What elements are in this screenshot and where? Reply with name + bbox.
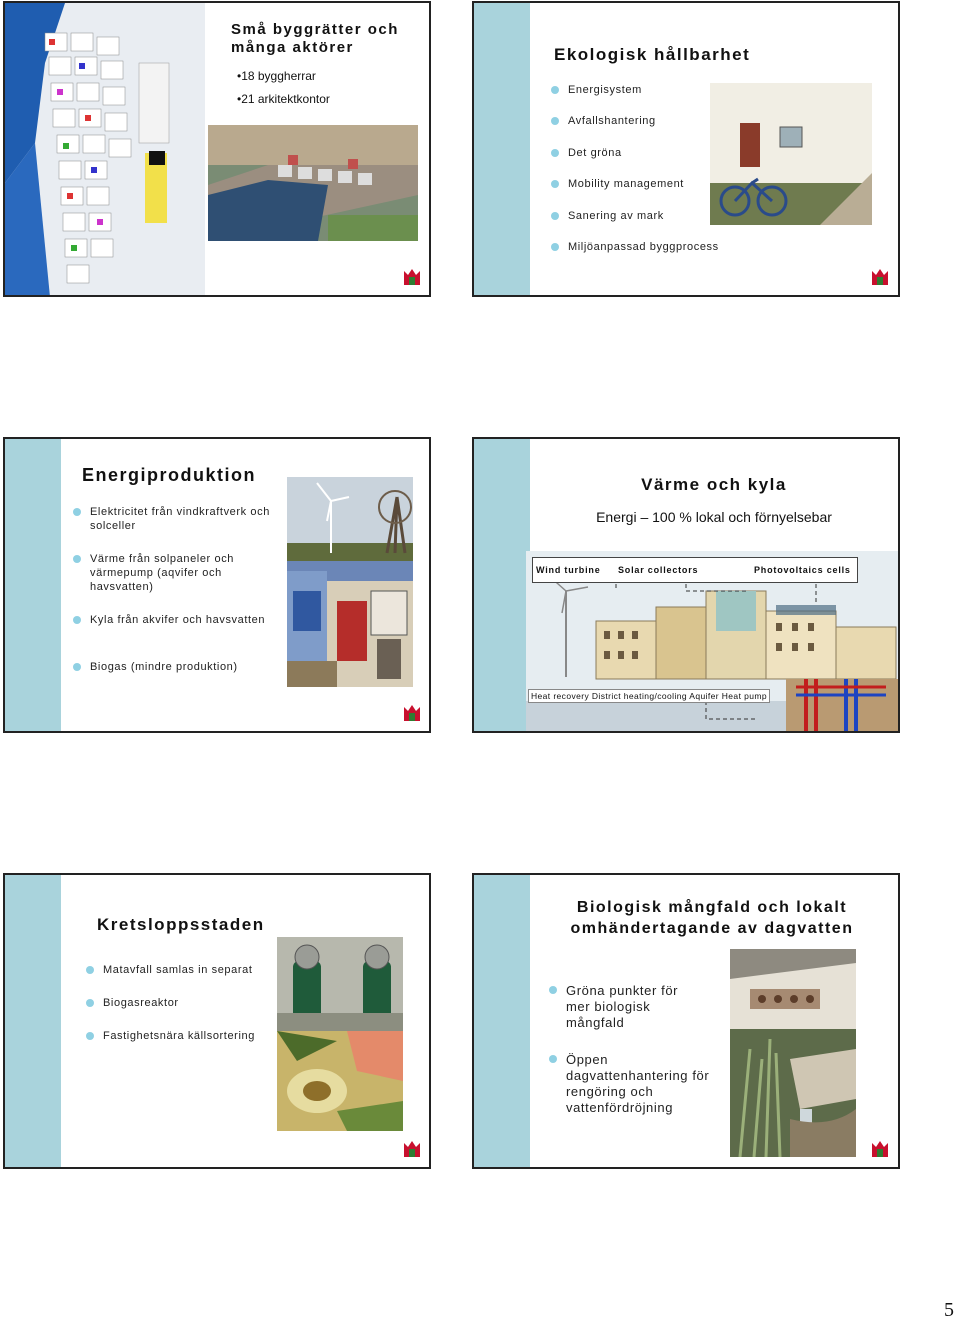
bullet-sanering: Sanering av mark bbox=[568, 210, 664, 222]
label-solar-collectors: Solar collectors bbox=[618, 565, 699, 575]
malmo-logo-icon bbox=[868, 1137, 892, 1161]
bullet-byggprocess: Miljöanpassad byggprocess bbox=[568, 241, 719, 253]
malmo-logo-icon bbox=[400, 1137, 424, 1161]
bullet-kallsortering: Fastighetsnära källsortering bbox=[103, 1030, 255, 1042]
bullet-arkitektkontor: •21 arkitektkontor bbox=[237, 92, 330, 106]
slide-title: Värme och kyla bbox=[641, 475, 787, 494]
slide-biologisk-mangfald bbox=[472, 873, 900, 1169]
bullet-varme: Värme från solpaneler och värmepump (aqvifer och havsvatten) bbox=[90, 552, 270, 594]
wind-turbine-photo bbox=[287, 477, 413, 561]
bird-boxes-photo bbox=[730, 949, 856, 1029]
label-photovoltaics: Photovoltaics cells bbox=[754, 565, 851, 575]
bullet-byggherrar: •18 byggherrar bbox=[237, 69, 316, 83]
colorful-houses-photo bbox=[287, 561, 413, 687]
label-wind-turbine: Wind turbine bbox=[536, 565, 601, 575]
slide-title: Små byggrätter och många aktörer bbox=[231, 21, 399, 56]
slide-sma-byggratter bbox=[3, 1, 431, 297]
side-band bbox=[474, 439, 530, 731]
page-number: 5 bbox=[944, 1299, 954, 1321]
stormwater-channel-photo bbox=[730, 1029, 856, 1157]
bullet-oppen-dagvatten: Öppen dagvattenhantering för rengöring och vattenfördröjning bbox=[566, 1052, 716, 1116]
malmo-logo-icon bbox=[868, 265, 892, 289]
side-band bbox=[5, 875, 61, 1167]
slide-energiproduktion bbox=[3, 437, 431, 733]
bullet-avfallshantering: Avfallshantering bbox=[568, 115, 656, 127]
bullet-biogas: Biogas (mindre produktion) bbox=[90, 660, 290, 674]
food-waste-photo bbox=[277, 1031, 403, 1131]
slide-title: Energiproduktion bbox=[82, 465, 256, 485]
bullet-biogasreaktor: Biogasreaktor bbox=[103, 997, 179, 1009]
label-bottom-systems: Heat recovery District heating/cooling Aquifer Heat pump bbox=[528, 689, 770, 703]
malmo-logo-icon bbox=[400, 701, 424, 725]
bullet-matavfall: Matavfall samlas in separat bbox=[103, 964, 253, 976]
bullet-energisystem: Energisystem bbox=[568, 84, 642, 96]
slide-varme-och-kyla bbox=[472, 437, 900, 733]
slide-subtitle: Energi – 100 % lokal och förnyelsebar bbox=[596, 509, 832, 525]
malmo-logo-icon bbox=[400, 265, 424, 289]
slide-kretsloppsstaden bbox=[3, 873, 431, 1169]
side-band bbox=[474, 3, 530, 295]
bullet-det-grona: Det gröna bbox=[568, 147, 622, 159]
slide-title: Ekologisk hållbarhet bbox=[554, 45, 751, 64]
slide-ekologisk-hallbarhet bbox=[472, 1, 900, 297]
side-band bbox=[5, 439, 61, 731]
aerial-photo bbox=[208, 125, 418, 241]
bullet-kyla: Kyla från akvifer och havsvatten bbox=[90, 613, 270, 627]
slide-title: Biologisk mångfald och lokalt omhändertagande av dagvatten bbox=[570, 899, 854, 937]
site-plan-image bbox=[5, 3, 205, 297]
bullet-elektricitet: Elektricitet från vindkraftverk och solceller bbox=[90, 506, 270, 532]
waste-bins-photo bbox=[277, 937, 403, 1031]
house-bicycle-photo bbox=[710, 83, 872, 225]
slide-title: Kretsloppsstaden bbox=[97, 915, 265, 934]
bullet-mobility: Mobility management bbox=[568, 178, 684, 190]
bullet-grona-punkter: Gröna punkter för mer biologisk mångfald bbox=[566, 983, 706, 1031]
side-band bbox=[474, 875, 530, 1167]
